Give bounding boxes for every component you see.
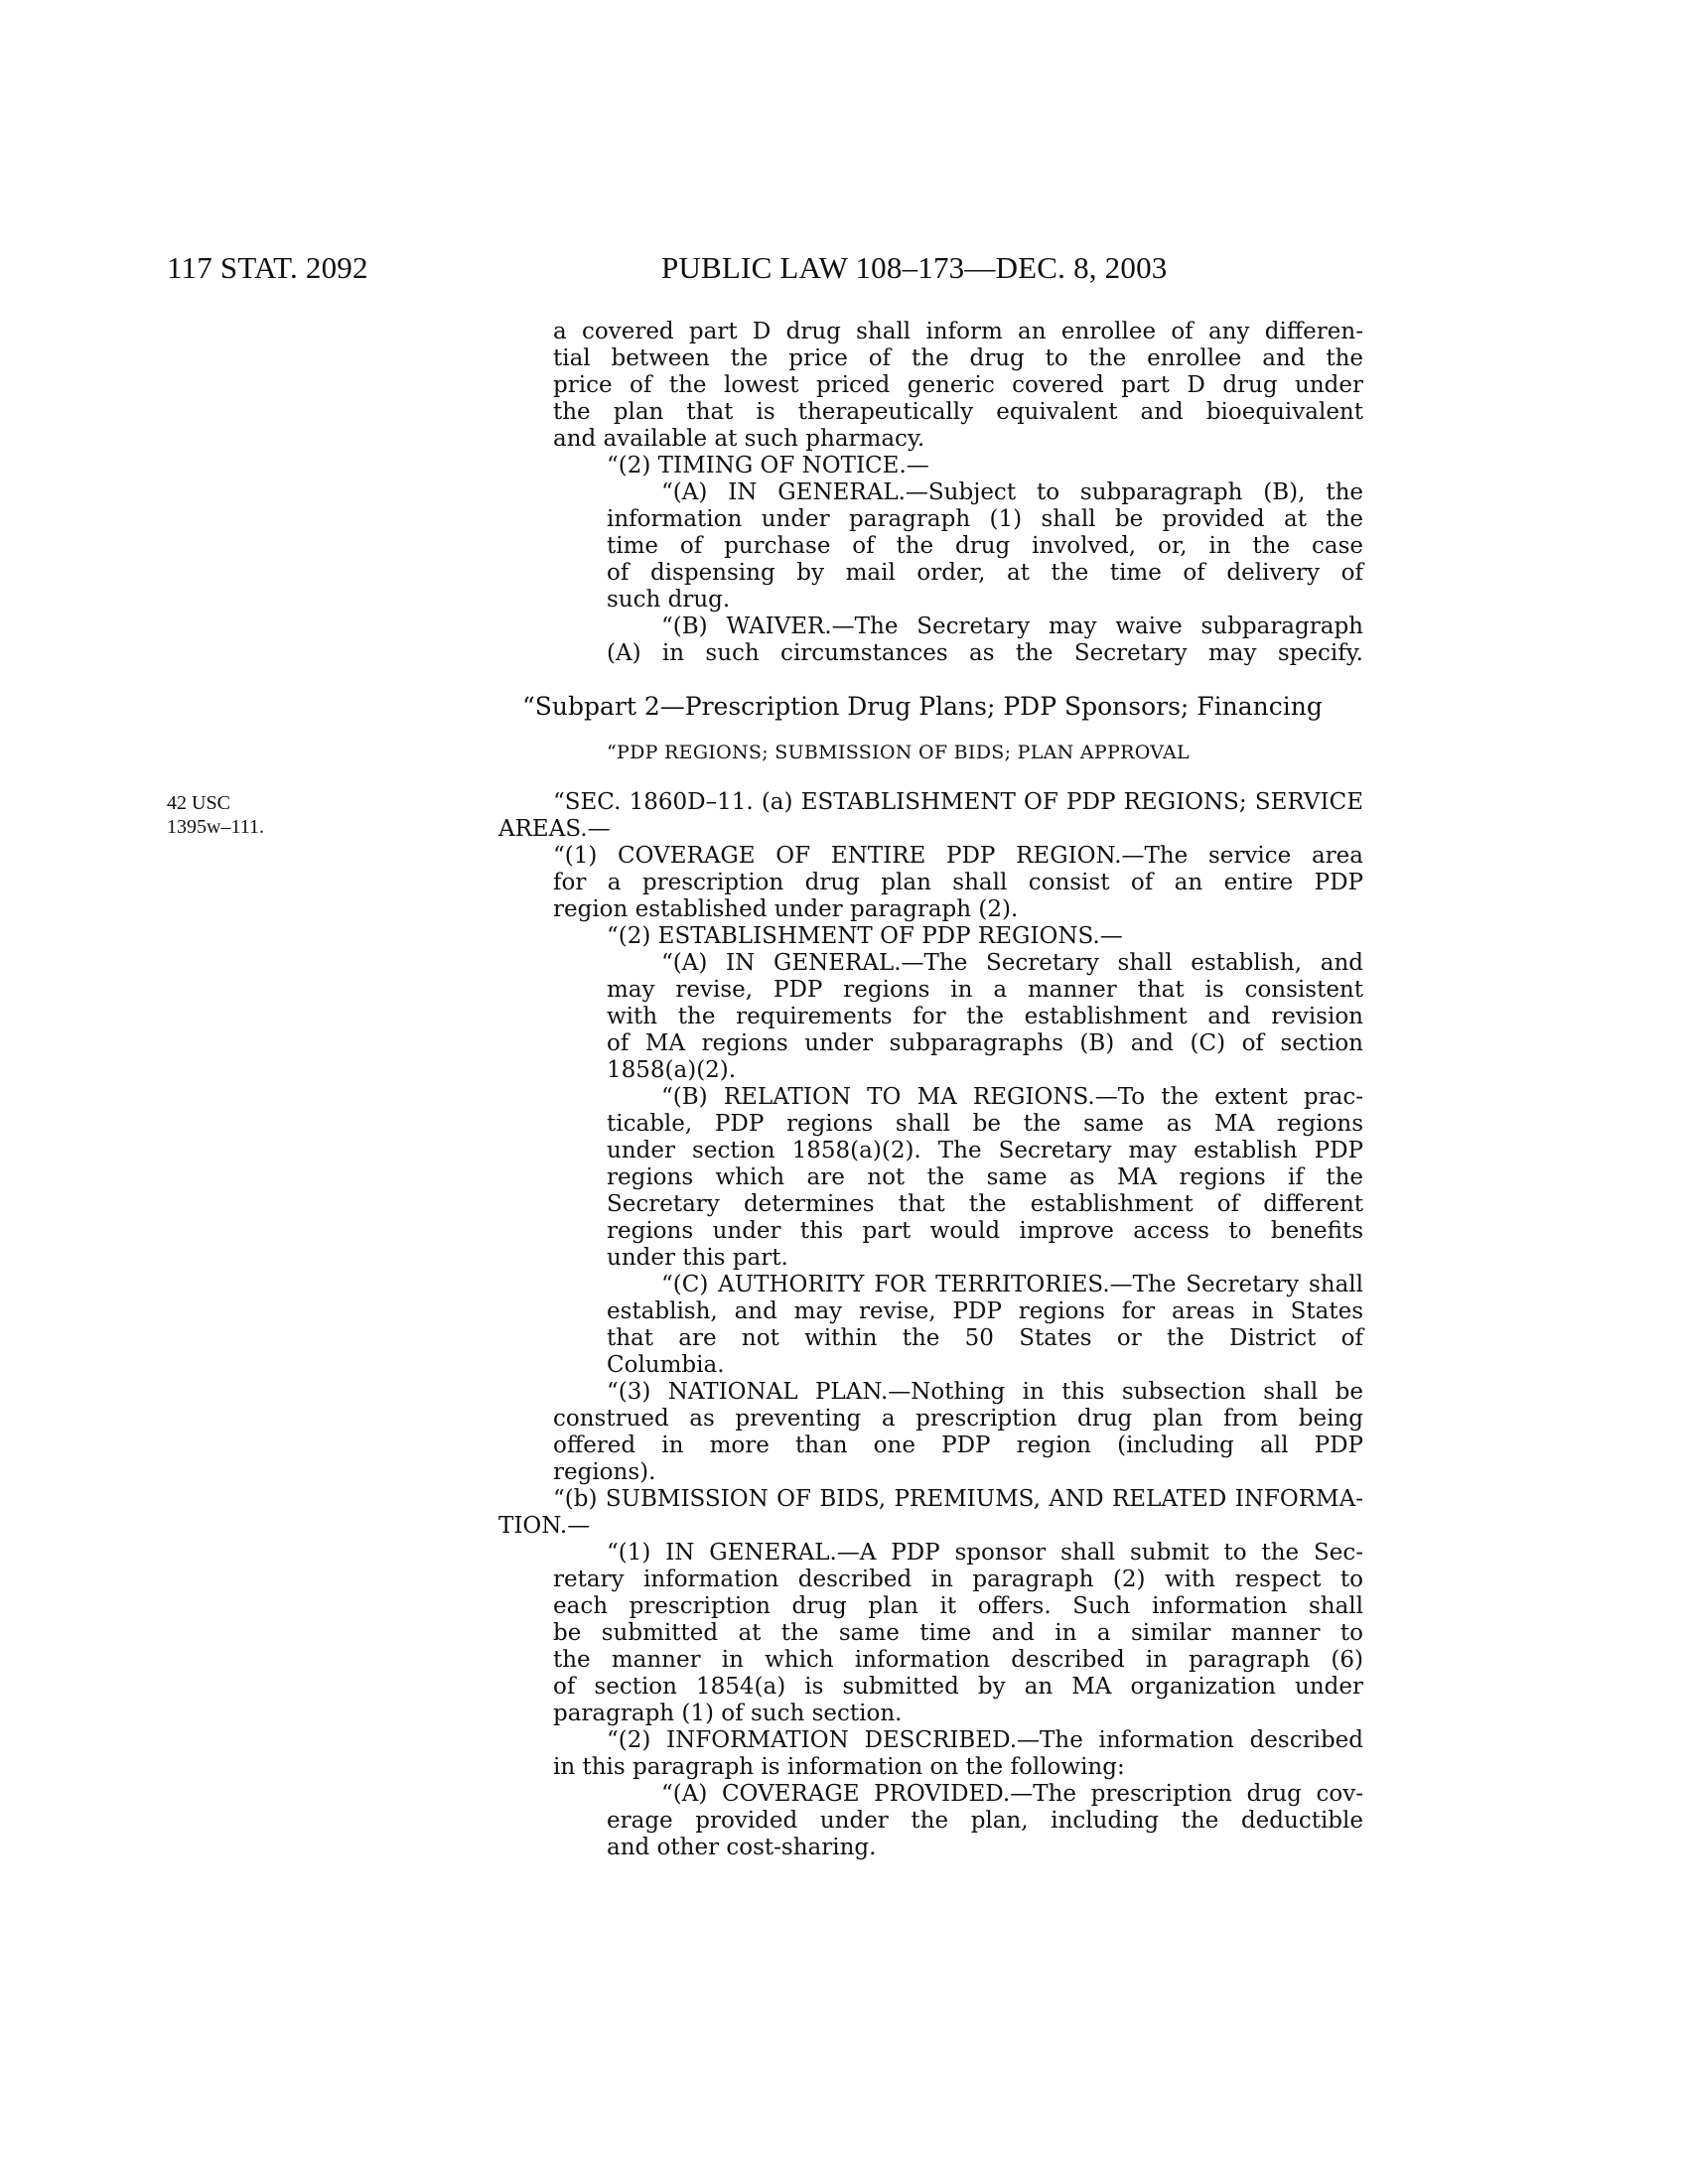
- text-line: “(1) IN GENERAL.—A PDP sponsor shall submit to the Sec-: [607, 1540, 1363, 1566]
- text-line: price of the lowest priced generic covered part D drug under: [553, 372, 1363, 398]
- text-line: with the requirements for the establishment and revision: [607, 1004, 1363, 1029]
- text-line: time of purchase of the drug involved, or, in the case: [607, 533, 1363, 559]
- text-line: region established under paragraph (2).: [553, 896, 1019, 922]
- text-line: “(b) SUBMISSION OF BIDS, PREMIUMS, AND RELATED INFORMA-: [553, 1486, 1363, 1512]
- text-line: for a prescription drug plan shall consist of an entire PDP: [553, 870, 1363, 895]
- text-line: information under paragraph (1) shall be provided at the: [607, 506, 1363, 532]
- text-line: such drug.: [607, 587, 731, 613]
- margin-note: [167, 791, 264, 839]
- margin-note-line: 1395w–111.: [167, 816, 264, 838]
- text-line: regions under this part would improve access to benefits: [607, 1218, 1363, 1244]
- text-line: “(B) WAIVER.—The Secretary may waive subparagraph: [661, 614, 1363, 639]
- text-line: “(B) RELATION TO MA REGIONS.—To the extent prac-: [661, 1084, 1363, 1110]
- text-line: be submitted at the same time and in a similar manner to: [553, 1620, 1363, 1646]
- text-line: “(3) NATIONAL PLAN.—Nothing in this subsection shall be: [607, 1379, 1363, 1405]
- text-line: “(A) COVERAGE PROVIDED.—The prescription drug cov-: [661, 1781, 1363, 1807]
- subpart-heading: “Subpart 2—Prescription Drug Plans; PDP Sponsors; Financing: [522, 692, 1323, 721]
- text-line: the manner in which information described in paragraph (6): [553, 1647, 1363, 1673]
- text-line: AREAS.—: [498, 816, 611, 842]
- text-line: “(2) INFORMATION DESCRIBED.—The information described: [607, 1727, 1363, 1753]
- text-line: each prescription drug plan it offers. Such information shall: [553, 1593, 1363, 1619]
- text-line: (A) in such circumstances as the Secretary may specify.: [607, 640, 1363, 666]
- running-head: PUBLIC LAW 108–173—DEC. 8, 2003: [661, 250, 1168, 285]
- text-line: establish, and may revise, PDP regions for areas in States: [607, 1298, 1363, 1324]
- text-line: “(1) COVERAGE OF ENTIRE PDP REGION.—The service area: [553, 843, 1363, 869]
- text-line: and available at such pharmacy.: [553, 426, 925, 452]
- text-line: 1858(a)(2).: [607, 1057, 737, 1083]
- text-line: Secretary determines that the establishment of different: [607, 1191, 1363, 1217]
- page-number: 117 STAT. 2092: [167, 250, 368, 285]
- text-line: regions which are not the same as MA regions if the: [607, 1164, 1363, 1190]
- text-line: “(2) TIMING OF NOTICE.—: [607, 453, 929, 478]
- text-line: Columbia.: [607, 1352, 725, 1378]
- text-line: erage provided under the plan, including the deductible: [607, 1808, 1363, 1834]
- text-line: under this part.: [607, 1245, 788, 1271]
- text-line: paragraph (1) of such section.: [553, 1701, 903, 1726]
- text-line: a covered part D drug shall inform an enrollee of any differen-: [553, 319, 1363, 344]
- text-line: TION.—: [498, 1513, 591, 1539]
- text-line: offered in more than one PDP region (including all PDP: [553, 1433, 1363, 1458]
- text-line: “(C) AUTHORITY FOR TERRITORIES.—The Secretary shall: [661, 1272, 1363, 1297]
- text-line: “(2) ESTABLISHMENT OF PDP REGIONS.—: [607, 923, 1123, 949]
- margin-note-line: 42 USC: [167, 792, 230, 814]
- text-line: of dispensing by mail order, at the time of delivery of: [607, 560, 1363, 586]
- text-line: regions).: [553, 1459, 656, 1485]
- text-line: the plan that is therapeutically equivalent and bioequivalent: [553, 399, 1363, 425]
- text-line: and other cost-sharing.: [607, 1835, 877, 1860]
- text-line: retary information described in paragraph (2) with respect to: [553, 1567, 1363, 1592]
- text-line: “(A) IN GENERAL.—The Secretary shall establish, and: [661, 950, 1363, 976]
- section-caption: “PDP REGIONS; SUBMISSION OF BIDS; PLAN APPROVAL: [607, 742, 1190, 763]
- text-line: ticable, PDP regions shall be the same as MA regions: [607, 1111, 1363, 1137]
- text-line: construed as preventing a prescription drug plan from being: [553, 1406, 1363, 1432]
- text-line: tial between the price of the drug to the enrollee and the: [553, 345, 1363, 371]
- text-line: in this paragraph is information on the following:: [553, 1754, 1125, 1780]
- text-line: under section 1858(a)(2). The Secretary may establish PDP: [607, 1138, 1363, 1163]
- text-line: that are not within the 50 States or the District of: [607, 1325, 1363, 1351]
- text-line: of section 1854(a) is submitted by an MA organization under: [553, 1674, 1363, 1700]
- text-line: “(A) IN GENERAL.—Subject to subparagraph (B), the: [661, 479, 1363, 505]
- text-line: “SEC. 1860D–11. (a) ESTABLISHMENT OF PDP REGIONS; SERVICE: [553, 789, 1363, 815]
- text-line: of MA regions under subparagraphs (B) and (C) of section: [607, 1030, 1363, 1056]
- text-line: may revise, PDP regions in a manner that is consistent: [607, 977, 1363, 1003]
